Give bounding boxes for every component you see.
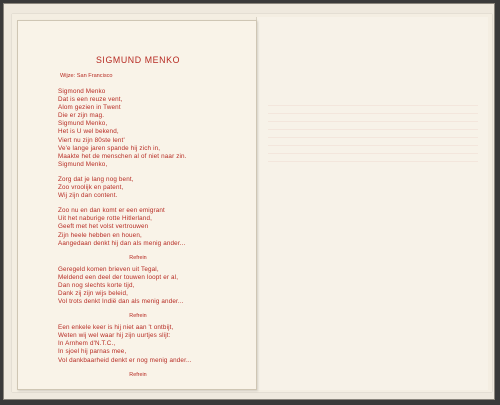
verse-line: Sigmund Menko, [58,160,108,168]
refrain-label: Refrein [129,313,147,320]
verse-line: Een enkele keer is hij niet aan 't ontbijt, [58,324,174,332]
verse-line: Zoo nu en dan komt er een emigrant [58,207,165,215]
verse-line: Alom gezien in Twent [58,104,121,112]
show-through-text [268,105,478,165]
song-melody: Wijze: San Francisco [60,73,113,79]
blank-right-page [256,17,488,390]
refrain-label: Refrein [129,371,147,378]
refrain-label: Refrein [129,254,147,261]
stanza-1 [58,88,256,169]
stanza-2 [58,176,256,200]
song-sheet [17,20,257,390]
verse-line: Wij zijn dan content. [58,192,118,200]
verse-line: Dank zij zijn wijs beleid, [58,289,129,297]
verse-line: Maakte het de menschen al of niet naar zin. [58,152,187,160]
verse-line: Aangedaan denkt hij dan als menig ander... [58,239,186,247]
verse-line: Weten wij wel waar hij zijn uurtjes slijt: [58,332,171,340]
verse-line: Viert nu zijn 80ste lent' [58,136,125,144]
verse-line: Zijn heele hebben en houen, [58,231,142,239]
stanza-5 [58,324,256,364]
verse-line: Uit het naburige rotte Hitlerland, [58,215,153,223]
verse-line: Sigmund Menko, [58,120,108,128]
verse-line: Dat is een reuze vent, [58,96,123,104]
verse-line: Dan nog slechts korte tijd, [58,281,135,289]
verse-line: Sigmond Menko [58,88,106,95]
stanza-3 [58,207,256,247]
verse-line: Vol dankbaarheid denkt er nog menig ander... [58,356,192,364]
verse-line: In sjoel hij parnas mee, [58,348,127,356]
verse-line: Zorg dat je lang nog bent, [58,175,134,183]
verse-line: Het is U wel bekend, [58,128,119,136]
verse-line: Geregeld komen brieven uit Tegal, [58,265,159,273]
verse-line: Die er zijn mag. [58,112,105,120]
verse-line: Ve'e lange jaren spande hij zich in, [58,144,161,152]
verse-line: Geeft met het volst vertrouwen [58,223,149,231]
verse-line: In Arnhem d'N.T.C., [58,340,116,348]
verse-line: Vol trots denkt Indië dan als menig ander... [58,298,184,306]
verse-line: Meldend een deel der touwen loopt er al, [58,273,179,281]
stanza-4 [58,266,256,306]
verse-line: Zoo vroolijk en patent, [58,184,124,192]
song-title: SIGMUND MENKO [95,55,181,65]
song-text [58,55,256,379]
